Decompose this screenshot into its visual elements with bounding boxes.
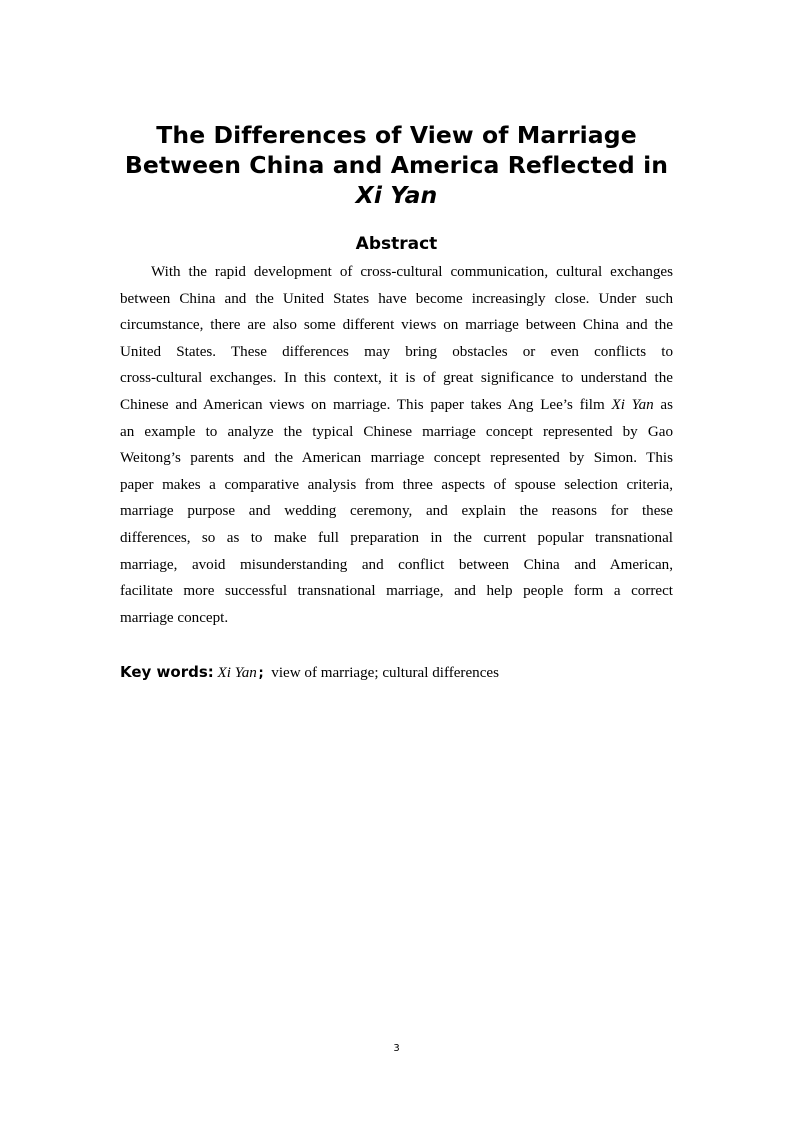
title-line-3-film-name: Xi Yan bbox=[355, 181, 438, 209]
abstract-line-text: Chinese and American views on marriage. This paper takes Ang Lee’s film bbox=[120, 396, 612, 413]
abstract-line: With the rapid development of cross-cultural communication, cultural exchanges bbox=[151, 264, 673, 280]
abstract-line-tail: as bbox=[653, 396, 673, 413]
abstract-line: facilitate more successful transnational marriage, and help people form a correct bbox=[120, 583, 673, 600]
abstract-film-name: Xi Yan bbox=[611, 396, 654, 413]
abstract-heading: Abstract bbox=[355, 234, 438, 254]
abstract-line: marriage, avoid misunderstanding and conflict between China and American, bbox=[120, 556, 673, 573]
abstract-line: circumstance, there are also some different views on marriage between China and the bbox=[120, 317, 673, 334]
document-title bbox=[100, 120, 693, 210]
page-number: 3 bbox=[393, 1043, 400, 1054]
abstract-line-with-film-name bbox=[120, 392, 673, 419]
abstract-line: an example to analyze the typical Chinese marriage concept represented by Gao bbox=[120, 423, 673, 440]
abstract-line: between China and the United States have become increasingly close. Under such bbox=[120, 290, 673, 307]
keywords-rest: view of marriage; cultural differences bbox=[271, 665, 499, 681]
keywords-film-name: Xi Yan bbox=[217, 665, 257, 681]
abstract-line: marriage purpose and wedding ceremony, and explain the reasons for these bbox=[120, 503, 673, 520]
abstract-line: cross-cultural exchanges. In this context, it is of great significance to understand the bbox=[120, 370, 673, 387]
keywords bbox=[120, 660, 680, 685]
keywords-separator: ; bbox=[256, 665, 266, 681]
keywords-label: Key words: bbox=[120, 663, 214, 681]
abstract-line: United States. These differences may bring obstacles or even conflicts to bbox=[120, 343, 673, 360]
abstract-line: Weitong’s parents and the American marriage concept represented by Simon. This bbox=[120, 450, 673, 467]
title-line-2: Between China and America Reflected in bbox=[124, 151, 669, 179]
abstract-body bbox=[120, 259, 673, 631]
abstract-line: paper makes a comparative analysis from three aspects of spouse selection criteria, bbox=[120, 476, 673, 493]
title-line-1: The Differences of View of Marriage bbox=[156, 121, 637, 149]
abstract-line: marriage concept. bbox=[120, 609, 229, 626]
abstract-line: differences, so as to make full preparation in the current popular transnational bbox=[120, 529, 673, 546]
